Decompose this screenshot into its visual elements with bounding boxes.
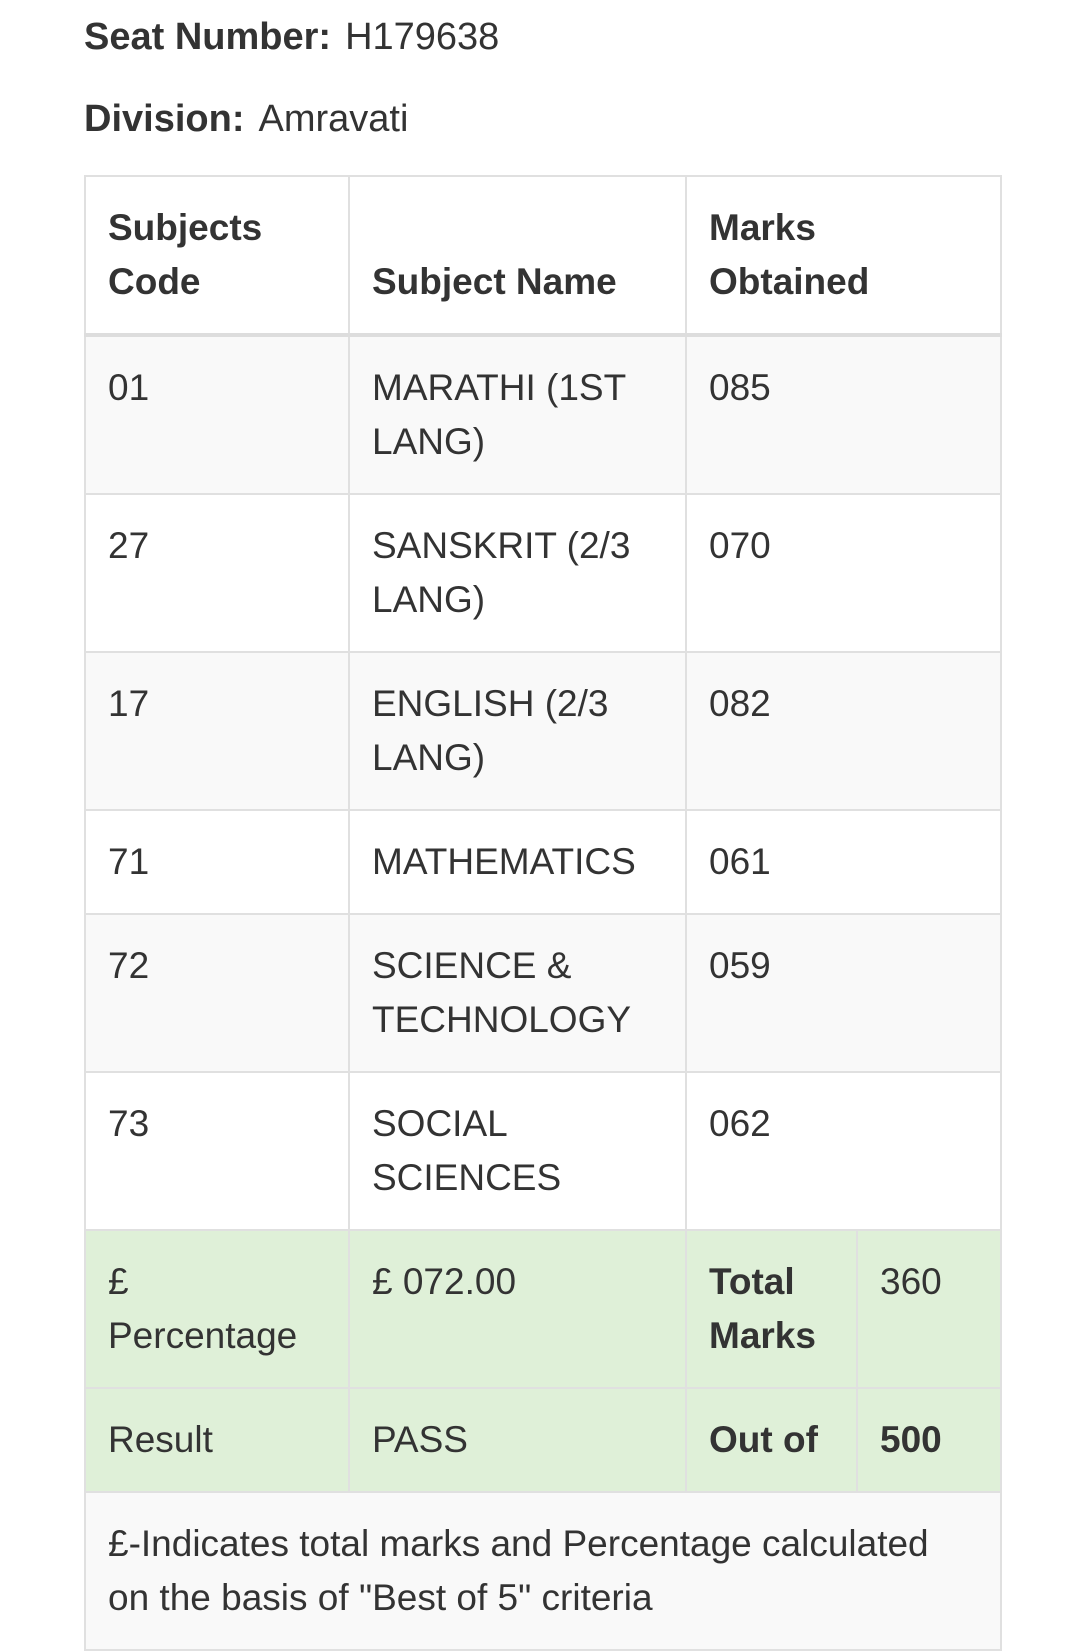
header-marks-obtained: Marks Obtained [686,176,1001,335]
division-value: Amravati [258,98,409,140]
marks-obtained: 082 [686,652,1001,810]
division [84,100,408,138]
subject-code: 17 [85,652,349,810]
percentage-row [85,1230,1001,1388]
header-subject-name: Subject Name [349,176,686,335]
note-row [85,1492,1001,1650]
criteria-note: £-Indicates total marks and Percentage calculated on the basis of "Best of 5" criteria [85,1492,1001,1650]
marks-obtained: 061 [686,810,1001,914]
subject-code: 72 [85,914,349,1072]
total-marks-label: Total Marks [686,1230,857,1388]
table-row [85,914,1001,1072]
marks-obtained: 070 [686,494,1001,652]
subject-code: 27 [85,494,349,652]
result-value: PASS [349,1388,686,1492]
subject-code: 01 [85,335,349,494]
result-label: Result [85,1388,349,1492]
seat-number [84,18,499,56]
table-row [85,494,1001,652]
out-of-label: Out of [686,1388,857,1492]
table-row [85,652,1001,810]
table-row [85,335,1001,494]
subject-name: SOCIAL SCIENCES [349,1072,686,1230]
marks-obtained: 062 [686,1072,1001,1230]
result-row [85,1388,1001,1492]
seat-number-value: H179638 [345,16,500,58]
percentage-value: £ 072.00 [349,1230,686,1388]
seat-number-label: Seat Number: [84,16,332,58]
subject-name: MATHEMATICS [349,810,686,914]
marks-obtained: 085 [686,335,1001,494]
subject-code: 73 [85,1072,349,1230]
subject-name: SCIENCE & TECHNOLOGY [349,914,686,1072]
table-header-row [85,176,1001,335]
subject-name: SANSKRIT (2/3 LANG) [349,494,686,652]
out-of-value: 500 [857,1388,1001,1492]
header-subject-code: Subjects Code [85,176,349,335]
marks-table [84,175,1002,1651]
subject-name: MARATHI (1ST LANG) [349,335,686,494]
table-row [85,810,1001,914]
subject-code: 71 [85,810,349,914]
marks-obtained: 059 [686,914,1001,1072]
subject-name: ENGLISH (2/3 LANG) [349,652,686,810]
division-label: Division: [84,98,245,140]
total-marks-value: 360 [857,1230,1001,1388]
table-row [85,1072,1001,1230]
percentage-label: £ Percentage [85,1230,349,1388]
